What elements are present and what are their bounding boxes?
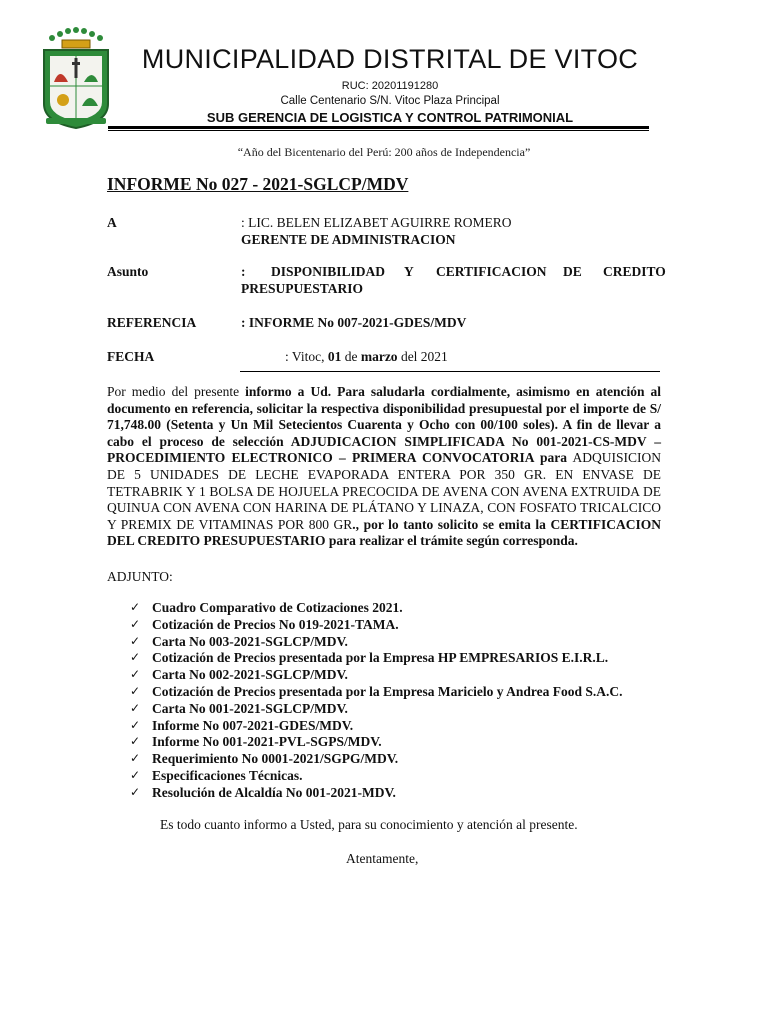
reference-label: REFERENCIA bbox=[107, 315, 197, 330]
ruc-number: RUC: 20201191280 bbox=[341, 80, 439, 92]
check-icon: ✓ bbox=[130, 734, 141, 749]
list-item: ✓ Resolución de Alcaldía No 001-2021-MDV. bbox=[130, 784, 396, 800]
subject-colon: : bbox=[241, 264, 246, 279]
municipal-coat-of-arms-icon bbox=[38, 26, 114, 130]
check-icon: ✓ bbox=[130, 767, 141, 782]
reference-value: : INFORME No 007-2021-GDES/MDV bbox=[241, 315, 467, 330]
regards: Atentamente, bbox=[346, 851, 419, 866]
subject-word: DISPONIBILIDAD bbox=[271, 264, 386, 279]
subject-word: Y bbox=[404, 264, 414, 279]
check-icon: ✓ bbox=[130, 650, 141, 665]
header-divider-thin bbox=[108, 130, 649, 131]
list-item: ✓ Carta No 001-2021-SGLCP/MDV. bbox=[130, 700, 348, 716]
to-role: GERENTE DE ADMINISTRACION bbox=[241, 232, 456, 247]
subject-word: CERTIFICACION bbox=[436, 264, 547, 279]
attachments-list bbox=[130, 600, 622, 802]
check-icon: ✓ bbox=[130, 683, 141, 698]
date-value: : Vitoc, 01 de marzo del 2021 bbox=[285, 349, 448, 364]
to-value: : LIC. BELEN ELIZABET AGUIRRE ROMERO bbox=[241, 215, 512, 230]
check-icon: ✓ bbox=[130, 600, 141, 614]
list-item: ✓ Especificaciones Técnicas. bbox=[130, 767, 303, 783]
header-divider bbox=[108, 126, 649, 129]
date-divider bbox=[240, 371, 660, 372]
date-label: FECHA bbox=[107, 349, 155, 364]
municipality-name: MUNICIPALIDAD DISTRITAL DE VITOC bbox=[141, 44, 639, 74]
check-icon: ✓ bbox=[130, 667, 141, 682]
subject-word: DE bbox=[563, 264, 582, 279]
list-item: ✓ Carta No 002-2021-SGLCP/MDV. bbox=[130, 667, 348, 683]
list-item: ✓ Informe No 001-2021-PVL-SGPS/MDV. bbox=[130, 734, 382, 750]
list-item: ✓ Cuadro Comparativo de Cotizaciones 2021. bbox=[130, 600, 403, 615]
body-paragraph: Por medio del presente informo a Ud. Para saludarla cordialmente, asimismo en atención al documento en referencia, solicitar la respectiva disponibilidad presupuestal por el importe de S/ 71,748.00 (Setenta y Un Mil Setecientos Cuarenta y Ocho con 00/100 soles). A fin de llevar a cabo el proceso de selección ADJUDICACION SIMPLIFICADA No 001-2021-CS-MDV – PROCEDIMIENTO ELECTRONICO – PRIMERA CONVOCATORIA para ADQUISICION DE 5 UNIDADES DE LECHE EVAPORADA ENTERA POR 350 GR. EN ENVASE DE TETRABRIK Y 1 BOLSA DE HOJUELA PRECOCIDA DE AVENA CON AVENA EXTRUIDA DE QUINUA CON AVENA CON HARINA DE PLÁTANO Y LINAZA, CON FOSFATO TRICALCICO Y PREMIX DE VITAMINAS POR 800 GR., por lo tanto solicito se emita la CERTIFICACION DEL CREDITO PRESUPUESTARIO para realizar el trámite según corresponda. bbox=[107, 384, 662, 549]
list-item: ✓ Cotización de Precios presentada por la Empresa Maricielo y Andrea Food S.A.C. bbox=[130, 683, 623, 699]
address-line: Calle Centenario S/N. Vitoc Plaza Principal bbox=[280, 95, 500, 107]
report-title: INFORME No 027 - 2021-SGLCP/MDV bbox=[107, 174, 409, 194]
check-icon: ✓ bbox=[130, 717, 141, 732]
list-item: ✓ Cotización de Precios presentada por la Empresa HP EMPRESARIOS E.I.R.L. bbox=[130, 650, 609, 666]
check-icon: ✓ bbox=[130, 751, 141, 766]
check-icon: ✓ bbox=[130, 633, 141, 648]
subject-word: CREDITO bbox=[603, 264, 666, 279]
check-icon: ✓ bbox=[130, 784, 141, 799]
list-item: ✓ Informe No 007-2021-GDES/MDV. bbox=[130, 717, 354, 733]
subject-label: Asunto bbox=[107, 264, 149, 279]
check-icon: ✓ bbox=[130, 700, 141, 715]
check-icon: ✓ bbox=[130, 616, 141, 631]
list-item: ✓ Cotización de Precios No 019-2021-TAMA. bbox=[130, 616, 399, 632]
list-item: ✓ Requerimiento No 0001-2021/SGPG/MDV. bbox=[130, 751, 399, 767]
year-motto: “Año del Bicentenario del Perú: 200 años de Independencia” bbox=[237, 145, 531, 159]
subject-line-2: PRESUPUESTARIO bbox=[241, 281, 364, 296]
list-item: ✓ Carta No 003-2021-SGLCP/MDV. bbox=[130, 633, 348, 649]
attachments-label: ADJUNTO: bbox=[107, 569, 173, 584]
closing-line: Es todo cuanto informo a Usted, para su conocimiento y atención al presente. bbox=[160, 817, 578, 832]
sub-gerencia-title: SUB GERENCIA DE LOGISTICA Y CONTROL PATRIMONIAL bbox=[206, 110, 574, 125]
to-label: A bbox=[107, 215, 117, 230]
